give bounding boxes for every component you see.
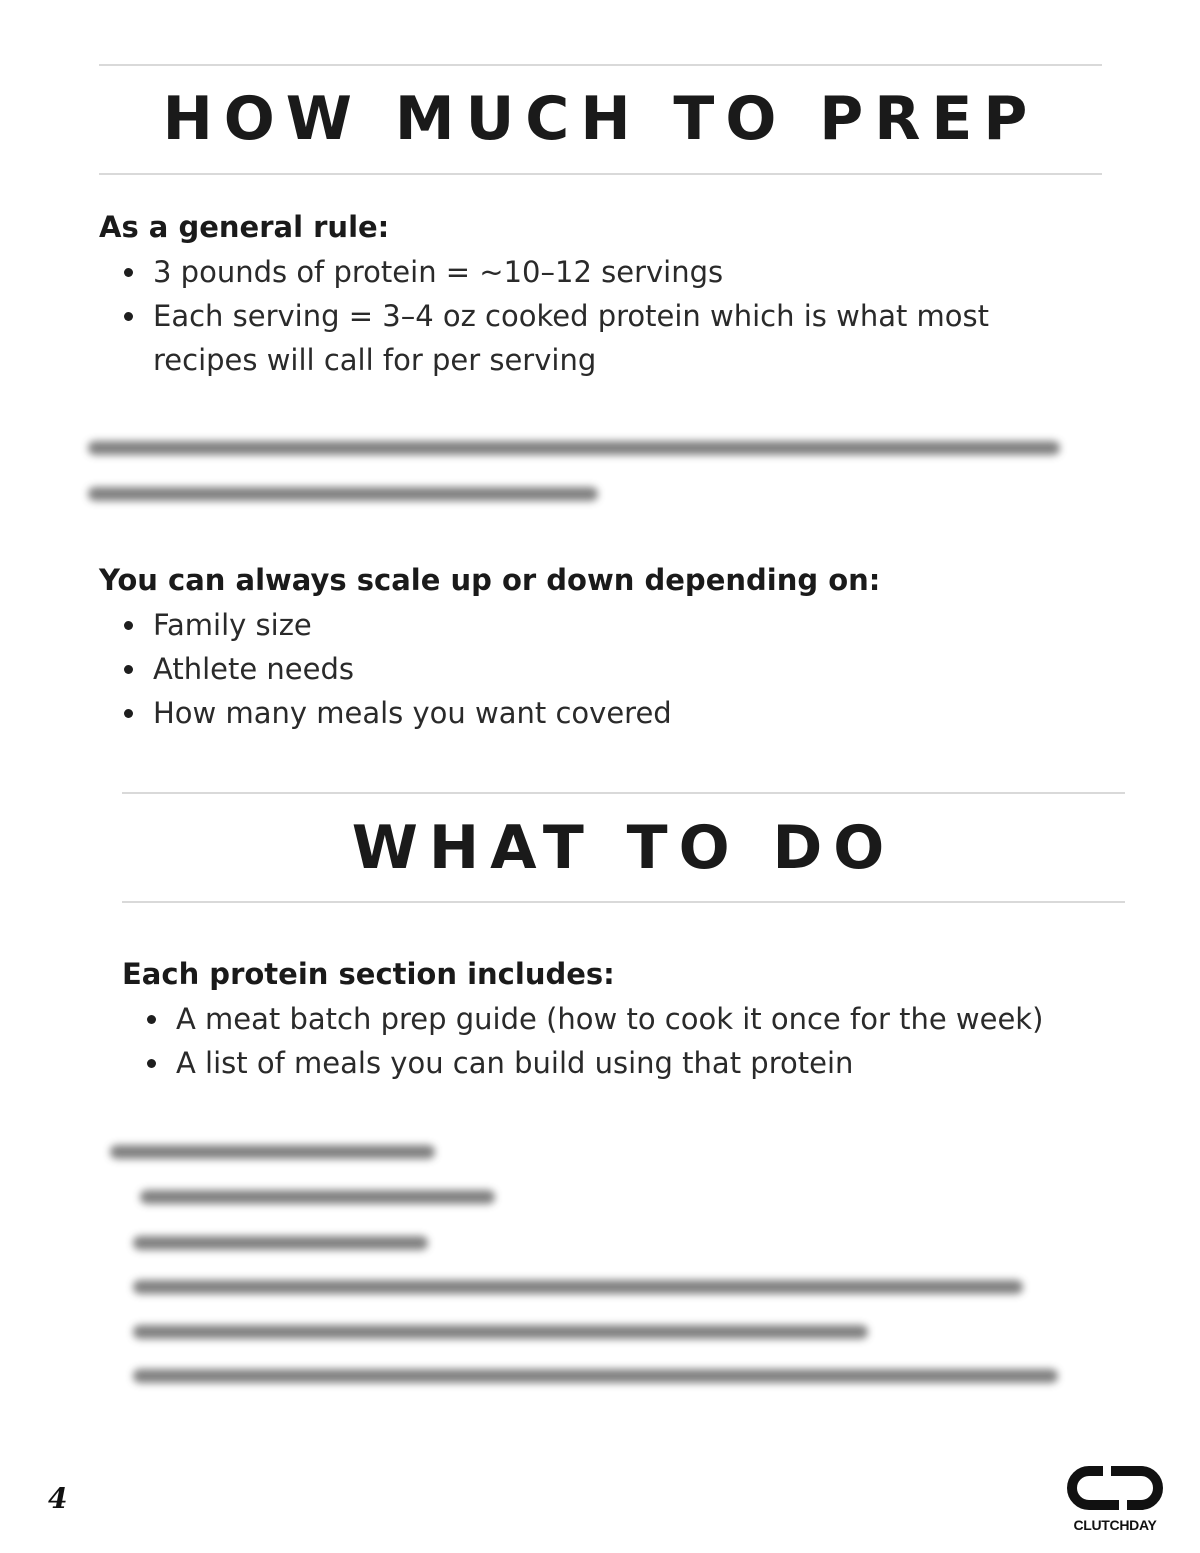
includes-label: Each protein section includes: (122, 957, 615, 991)
blurred-line (133, 1369, 1058, 1383)
scale-list (99, 603, 1059, 735)
blurred-line (133, 1280, 1023, 1294)
top-divider (99, 64, 1102, 66)
clutchday-logo (1058, 1463, 1172, 1533)
general-rule-label: As a general rule: (99, 210, 390, 244)
scale-label: You can always scale up or down depending on: (99, 563, 881, 597)
blurred-line (88, 487, 598, 501)
heading-divider (99, 173, 1102, 175)
brand-name: CLUTCHDAY (1073, 1517, 1157, 1533)
general-rule-list (99, 250, 1059, 382)
section2-top-divider (122, 792, 1125, 794)
clutchday-logo-icon (1063, 1463, 1167, 1513)
how-much-to-prep-heading: HOW MUCH TO PREP (162, 84, 1039, 154)
list-item: 3 pounds of protein = ~10–12 servings (99, 250, 1059, 294)
blurred-line (110, 1145, 435, 1159)
includes-list (122, 997, 1132, 1085)
section2-heading-divider (122, 901, 1125, 903)
what-to-do-heading: WHAT TO DO (351, 813, 896, 883)
blurred-line (133, 1236, 428, 1250)
list-item: A meat batch prep guide (how to cook it once for the week) (122, 997, 1132, 1041)
blurred-line (133, 1325, 868, 1339)
blurred-line (88, 441, 1060, 455)
page-number: 4 (48, 1482, 68, 1515)
list-item: Athlete needs (99, 647, 1059, 691)
blurred-line (140, 1190, 495, 1204)
list-item: Each serving = 3–4 oz cooked protein which is what most recipes will call for per serving (99, 294, 1059, 382)
list-item: How many meals you want covered (99, 691, 1059, 735)
list-item: A list of meals you can build using that protein (122, 1041, 1132, 1085)
list-item: Family size (99, 603, 1059, 647)
